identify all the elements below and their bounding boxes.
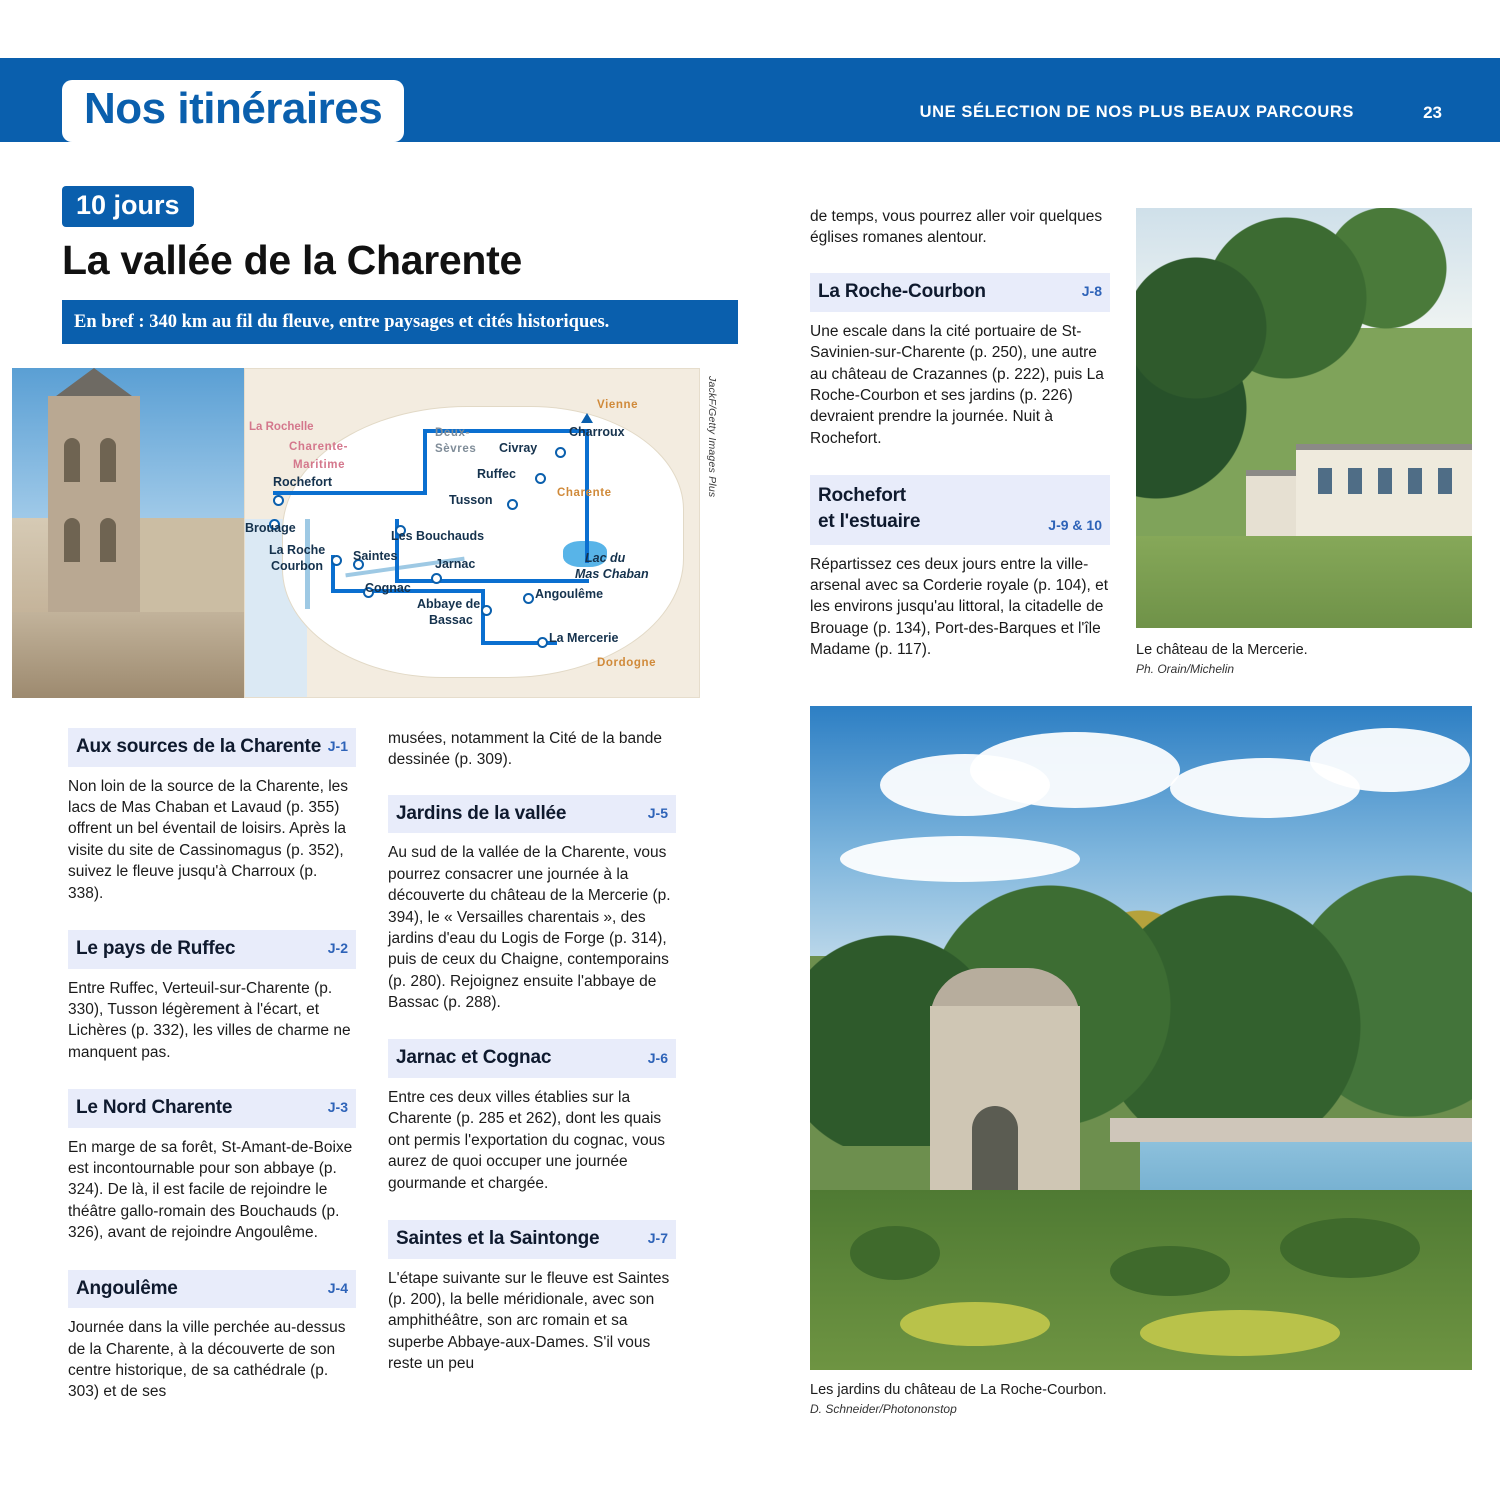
tower-window (100, 438, 116, 482)
section-tag: J-2 (327, 940, 348, 957)
chateau-facade (1296, 444, 1472, 546)
map-route-segment (273, 491, 427, 495)
map-marker-dot (507, 499, 518, 510)
church-tower-photo (12, 368, 244, 698)
shrub (1110, 1246, 1230, 1296)
map-route-segment (481, 589, 485, 645)
section-header-j2 (68, 930, 356, 969)
photo-foreground (12, 612, 244, 698)
flowerbed (1140, 1310, 1340, 1356)
map-marker-dot (535, 473, 546, 484)
section-tag: J-7 (647, 1230, 668, 1247)
section-title: Angoulême (76, 1277, 178, 1299)
map-place-label: Courbon (271, 559, 324, 573)
section-body: Journée dans la ville perchée au-dessus de la Charente, à la découverte de son centre historique, de sa cathédrale (p. 303) et de ses (68, 1319, 346, 1401)
tower-window (64, 518, 80, 562)
page-title-box (62, 80, 404, 142)
section-header-j7 (388, 1220, 676, 1259)
map-place-label: Bassac (429, 613, 473, 627)
map-marker-dot (555, 447, 566, 458)
section-body: En marge de sa forêt, St-Amant-de-Boixe est incontournable pour son abbaye (p. 324). De là, il est facile de rejoindre le théâtre gallo-romain des Bouchauds (p. 326), avant de rejoindre Angoulême. (68, 1138, 353, 1242)
stone-balustrade (1110, 1118, 1472, 1142)
map-place-label: Abbaye de (417, 597, 481, 611)
map-region-label: Charente- (289, 441, 349, 453)
continuation-paragraph: de temps, vous pourrez aller voir quelques églises romanes alentour. (810, 208, 1103, 247)
page-number: 23 (1423, 103, 1442, 122)
photo-lawn (1136, 536, 1472, 628)
chateau-window (1408, 468, 1422, 494)
cloud (970, 732, 1180, 808)
column-right-sections (810, 206, 1110, 687)
section-title: Jardins de la vallée (396, 802, 567, 824)
days-badge: 10 jours (62, 186, 194, 227)
section-title: Aux sources de la Charente (76, 736, 322, 757)
section-body: Au sud de la vallée de la Charente, vous pourrez consacrer une journée à la découverte du château de la Mercerie (p. 394), le « Versailles charentais », des jardins d'eau du Logis de Forge (p. 314), puis de ceux du Chaigne, contemporains (p. 280). Rejoignez ensuite l'abbaye de Bassac (p. 288). (388, 844, 671, 1012)
section-header-j8 (810, 273, 1110, 312)
itinerary-title: La vallée de la Charente (62, 237, 522, 283)
enbref-label: En bref : (74, 312, 145, 332)
section-title: La Roche-Courbon (818, 280, 986, 302)
photo-jardins-roche-courbon (810, 706, 1472, 1370)
map-marker-dot (481, 605, 492, 616)
map-marker-dot (431, 573, 442, 584)
section-header-j3 (68, 1089, 356, 1128)
map-place-label: Tusson (449, 493, 493, 507)
section-header-j6 (388, 1039, 676, 1078)
photo-chateau-mercerie (1136, 208, 1472, 628)
section-body: Répartissez ces deux jours entre la ville-arsenal avec sa Corderie royale (p. 104), et les environs jusqu'au littoral, la citadelle de Brouage (p. 134), Port-des-Barques et l'île Madame (p. 117). (810, 555, 1109, 659)
map-region-label: Dordogne (597, 657, 657, 669)
cloud (1310, 728, 1470, 792)
chateau-window (1378, 468, 1392, 494)
section-body: Entre Ruffec, Verteuil-sur-Charente (p. 330), Tusson légèrement à l'écart, et Lichères (p. 332), les villes de charme ne manquent pas. (68, 979, 351, 1061)
section-title: Le Nord Charente (76, 1097, 233, 1119)
section-body: Entre ces deux villes établies sur la Charente (p. 285 et 262), dont les quais ont permis l'exportation du cognac, vous aurez de quoi occuper une journée gourmande et chargée. (388, 1089, 665, 1192)
map-place-label: Les Bouchauds (391, 529, 485, 543)
map-marker-dot (331, 555, 342, 566)
section-tag: J-8 (1081, 283, 1102, 300)
itinerary-map (244, 368, 700, 698)
map-marker-dot (273, 495, 284, 506)
section-header-j1 (68, 728, 356, 767)
tower-window (100, 518, 116, 562)
photo-credit-jardins: D. Schneider/Photononstop (810, 1402, 957, 1416)
page-title: Nos itinéraires (84, 84, 383, 133)
map-region-label: Sèvres (435, 443, 477, 455)
chateau-window (1348, 468, 1362, 494)
section-body: L'étape suivante sur le fleuve est Saintes (p. 200), la belle méridionale, avec son amphithéâtre, son arc romain et sa superbe Abbaye-aux-Dames. S'il vous reste un peu (388, 1269, 670, 1373)
map-region-label: Deux- (435, 427, 470, 439)
map-route-segment (395, 579, 589, 583)
enbref-text: 340 km au fil du fleuve, entre paysages et cités historiques. (149, 312, 610, 332)
map-place-label: Civray (499, 441, 538, 455)
map-place-label: La Mercerie (549, 631, 619, 645)
map-sea-label: La Rochelle (249, 421, 314, 433)
section-tag: J-5 (647, 805, 668, 822)
tower-window (64, 438, 80, 482)
map-credit: JackF/Getty Images Plus (706, 376, 718, 498)
column-middle-sections (388, 728, 676, 1400)
continuation-paragraph: musées, notamment la Cité de la bande dessinée (p. 309). (388, 730, 662, 769)
photo-credit-chateau: Ph. Orain/Michelin (1136, 662, 1235, 676)
section-body: Non loin de la source de la Charente, les lacs de Mas Chaban et Lavaud (p. 355) offrent un bel éventail de loisirs. Après la visite du site de Cassinomagus (p. 352), suivez le fleuve jusqu'à Charroux (p. 338). (68, 777, 349, 902)
enbref-bar (62, 300, 738, 344)
section-title: Le pays de Ruffec (76, 937, 236, 959)
section-tag: J-3 (327, 1099, 348, 1116)
section-header-j4 (68, 1270, 356, 1309)
section-tag: J-4 (327, 1279, 348, 1296)
photo-trees (810, 846, 1472, 1146)
section-title: Saintes et la Saintonge (396, 1227, 600, 1249)
photo-caption-jardins: Les jardins du château de La Roche-Courbon. (810, 1382, 1107, 1398)
section-tag: J-9 & 10 (1048, 517, 1102, 534)
map-route-segment (423, 429, 427, 495)
map-place-label: Angoulême (535, 587, 604, 601)
section-body: Une escale dans la cité portuaire de St-Savinien-sur-Charente (p. 250), une autre au château de Crazannes (p. 222), puis La Roche-Courbon et ses jardins (p. 226) devraient prendre la journée. Nuit à Rochefort. (810, 322, 1104, 447)
section-tag: J-6 (647, 1049, 668, 1066)
map-marker-dot (523, 593, 534, 604)
shrub (850, 1226, 940, 1280)
map-place-label: Brouage (245, 521, 296, 535)
chateau-window (1438, 468, 1452, 494)
section-title-line2: et l'estuaire (818, 511, 921, 533)
section-header-j9-10 (810, 475, 1110, 544)
map-region-label: Maritime (293, 459, 346, 471)
intro-block (62, 186, 752, 344)
section-title: Rochefort (818, 485, 906, 507)
section-title: Jarnac et Cognac (396, 1047, 552, 1069)
map-lake-label: Lac du (585, 551, 626, 565)
flowerbed (900, 1302, 1050, 1346)
photo-caption-chateau: Le château de la Mercerie. (1136, 642, 1308, 658)
map-marker-triangle (581, 413, 593, 423)
map-region-label: Charente (557, 487, 612, 499)
map-place-label: La Roche (269, 543, 326, 557)
map-place-label: Charroux (569, 425, 625, 439)
section-tag: J-1 (327, 738, 348, 755)
map-place-label: Rochefort (273, 475, 333, 489)
header-subtitle: UNE SÉLECTION DE NOS PLUS BEAUX PARCOURS (919, 103, 1354, 121)
map-place-label: Saintes (353, 549, 398, 563)
chateau-window (1318, 468, 1332, 494)
map-region-label: Vienne (597, 399, 639, 411)
map-place-label: Cognac (365, 581, 411, 595)
shrub (1280, 1218, 1420, 1278)
map-lake-label: Mas Chaban (575, 567, 649, 581)
map-place-label: Ruffec (477, 467, 516, 481)
section-header-j5 (388, 795, 676, 834)
map-place-label: Jarnac (435, 557, 476, 571)
figure-photo-map (12, 368, 718, 698)
map-marker-dot (537, 637, 548, 648)
column-left-sections (68, 728, 356, 1429)
